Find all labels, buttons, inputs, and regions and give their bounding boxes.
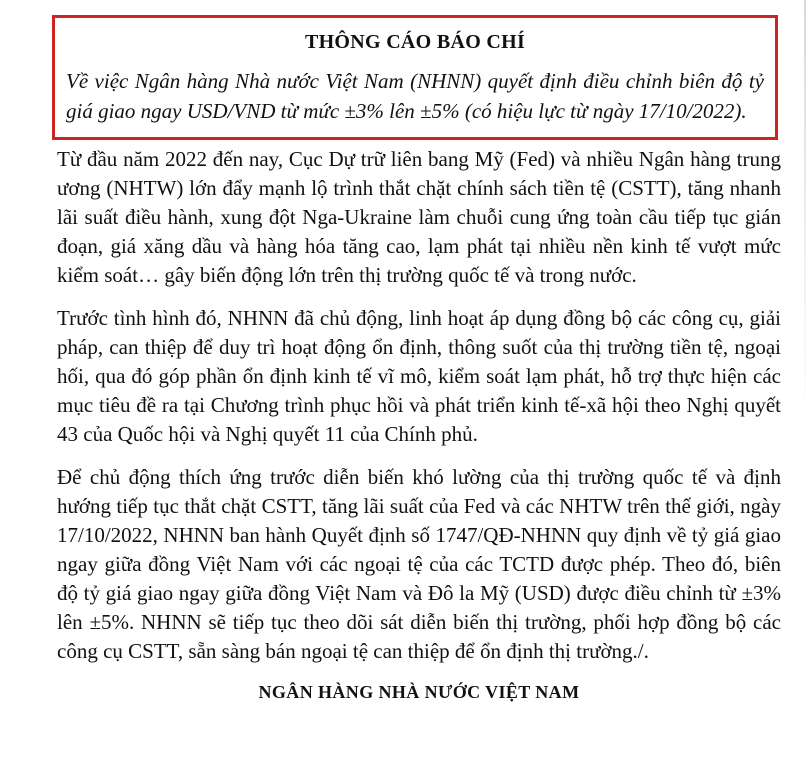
press-release-header-box bbox=[52, 15, 778, 140]
paragraph-3: Để chủ động thích ứng trước diễn biến khó lường của thị trường quốc tế và định hướng tiếp tục thắt chặt CSTT, tăng lãi suất của Fed và các NHTW trên thế giới, ngày 17/10/2022, NHNN ban hành Quyết định số 1747/QĐ-NHNN quy định về tỷ giá giao ngay giữa đồng Việt Nam với các ngoại tệ của các TCTD được phép. Theo đó, biên độ tỷ giá giao ngay giữa đồng Việt Nam và Đô la Mỹ (USD) được điều chỉnh từ ±3% lên ±5%. NHNN sẽ tiếp tục theo dõi sát diễn biến thị trường, phối hợp đồng bộ các công cụ CSTT, sẵn sàng bán ngoại tệ can thiệp để ổn định thị trường./. bbox=[57, 465, 781, 663]
paragraph-1: Từ đầu năm 2022 đến nay, Cục Dự trữ liên bang Mỹ (Fed) và nhiều Ngân hàng trung ương (NHTW) lớn đẩy mạnh lộ trình thắt chặt chính sách tiền tệ (CSTT), tăng nhanh lãi suất điều hành, xung đột Nga-Ukraine làm chuỗi cung ứng toàn cầu tiếp tục gián đoạn, giá xăng dầu và hàng hóa tăng cao, lạm phát tại nhiều nền kinh tế vượt mức kiểm soát… gây biến động lớn trên thị trường quốc tế và trong nước. bbox=[57, 147, 781, 287]
paragraph-2: Trước tình hình đó, NHNN đã chủ động, linh hoạt áp dụng đồng bộ các công cụ, giải pháp, can thiệp để duy trì hoạt động ổn định, thông suốt của thị trường tiền tệ, ngoại hối, qua đó góp phần ổn định kinh tế vĩ mô, kiểm soát lạm phát, hỗ trợ thực hiện các mục tiêu đề ra tại Chương trình phục hồi và phát triển kinh tế-xã hội theo Nghị quyết 43 của Quốc hội và Nghị quyết 11 của Chính phủ. bbox=[57, 306, 781, 446]
press-release-title: THÔNG CÁO BÁO CHÍ bbox=[304, 31, 526, 53]
page-edge-divider bbox=[804, 0, 806, 420]
press-release-body bbox=[57, 145, 781, 666]
signature-organization: NGÂN HÀNG NHÀ NƯỚC VIỆT NAM bbox=[258, 682, 580, 702]
press-release-subtitle: Về việc Ngân hàng Nhà nước Việt Nam (NHNN) quyết định điều chỉnh biên độ tỷ giá giao ngay USD/VND từ mức ±3% lên ±5% (có hiệu lực từ ngày 17/10/2022). bbox=[66, 69, 764, 123]
